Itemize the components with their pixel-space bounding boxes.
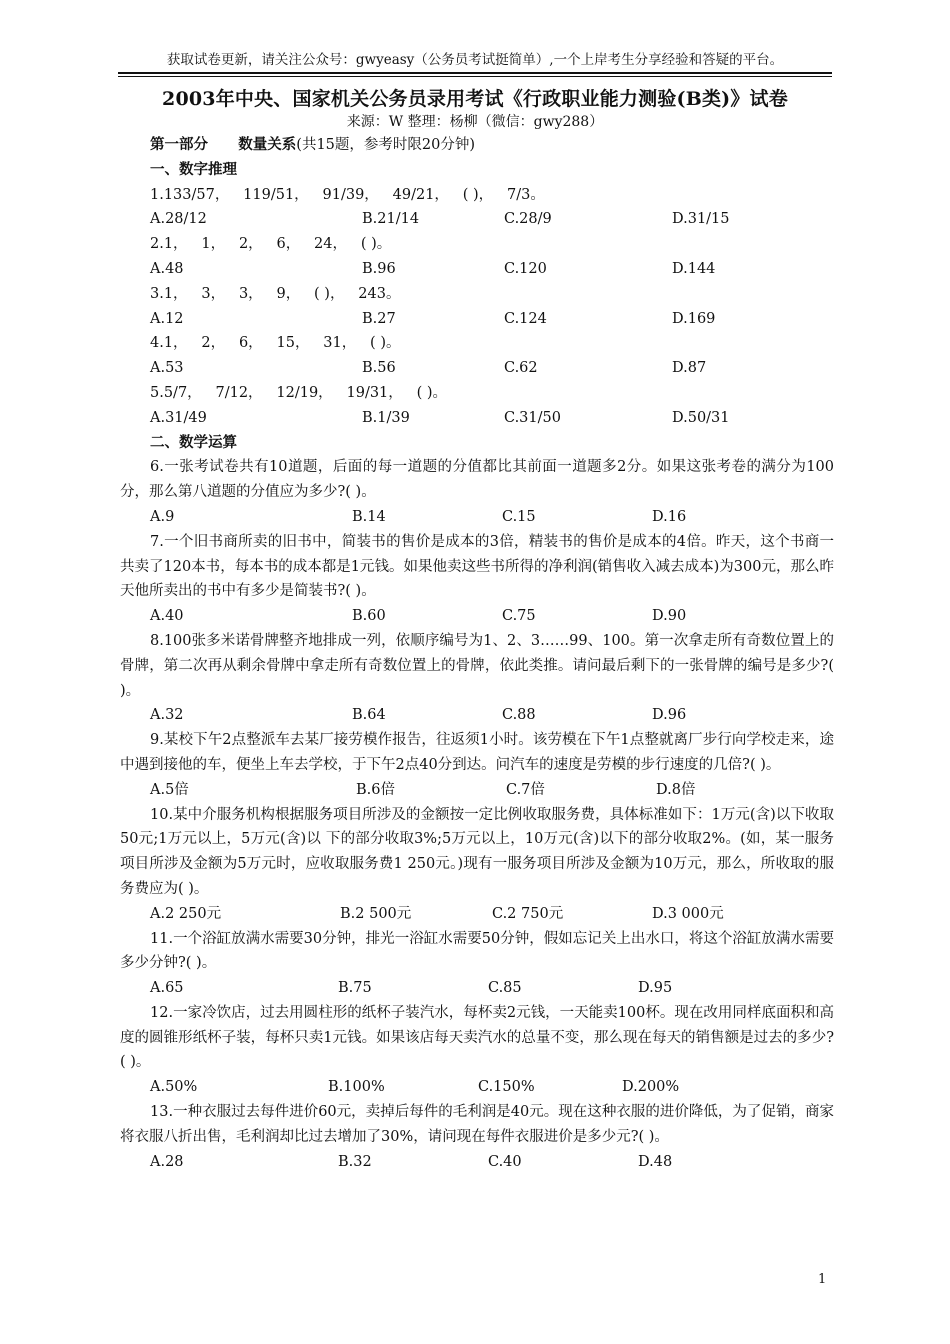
option-d: D.95: [638, 980, 673, 997]
section-heading-number-series: 一、数字推理: [150, 160, 237, 178]
question-2-stem: 2.1， 1， 2， 6， 24， ( )。: [150, 236, 392, 253]
option-a: A.5倍: [150, 781, 189, 798]
option-b: B.75: [338, 980, 372, 997]
option-c: C.2 750元: [492, 905, 564, 922]
option-c: C.124: [504, 310, 547, 327]
question-9-stem: 9.某校下午2点整派车去某厂接劳模作报告，往返须1小时。该劳模在下午1点整就离厂步行向学校走来，途中遇到接他的车，便坐上车去学校，于下午2点40分到达。问汽车的速度是劳模的步行速度的几倍?( )。: [120, 732, 834, 773]
question-5-stem: 5.5/7， 7/12， 12/19， 19/31， ( )。: [150, 384, 448, 401]
option-a: A.50%: [150, 1079, 198, 1096]
question-6-options: [150, 505, 834, 530]
option-b: B.27: [362, 310, 396, 327]
option-d: D.144: [672, 260, 716, 277]
question-7-stem: 7.一个旧书商所卖的旧书中，简装书的售价是成本的3倍，精装书的售价是成本的4倍。昨天，这个书商一共卖了120本书，每本书的成本都是1元钱。如果他卖这些书所得的净利润(销售收入减去成本)为300元，那么昨天他所卖出的书中有多少是简装书?( )。: [120, 533, 834, 600]
option-d: D.50/31: [672, 409, 730, 426]
page-number: 1: [818, 1272, 827, 1287]
question-11-options: [150, 976, 834, 1001]
option-c: C.28/9: [504, 211, 552, 228]
question-7-options: [150, 604, 834, 629]
question-3-stem: 3.1， 3， 3， 9， ( )， 243。: [150, 285, 401, 302]
question-5-options: [150, 406, 834, 431]
option-a: A.65: [150, 980, 184, 997]
option-c: C.31/50: [504, 409, 561, 426]
question-13-stem: 13.一种衣服过去每件进价60元，卖掉后每件的毛利润是40元。现在这种衣服的进价降低，为了促销，商家将衣服八折出售，毛利润却比过去增加了30%，请问现在每件衣服进价是多少元?( )。: [120, 1104, 834, 1145]
option-d: D.48: [638, 1153, 673, 1170]
header-rule-thick: [118, 72, 832, 74]
option-a: A.53: [150, 360, 184, 377]
option-b: B.100%: [328, 1079, 385, 1096]
question-4-stem: 4.1， 2， 6， 15， 31， ( )。: [150, 335, 401, 352]
option-c: C.75: [502, 608, 536, 625]
document-source: 来源：W 整理：杨柳（微信：gwy288）: [346, 114, 604, 130]
option-c: C.150%: [478, 1079, 535, 1096]
question-9-options: [150, 778, 834, 803]
option-a: A.31/49: [150, 409, 207, 426]
option-c: C.7倍: [506, 781, 545, 798]
question-12-stem: 12.一家冷饮店，过去用圆柱形的纸杯子装汽水，每杯卖2元钱，一天能卖100杯。现在改用同样底面积和高度的圆锥形纸杯子装，每杯只卖1元钱。如果该店每天卖汽水的总量不变，那么现在每天的销售额是过去的多少?( )。: [120, 1004, 834, 1071]
question-8-options: [150, 703, 834, 728]
question-11-stem: 11.一个浴缸放满水需要30分钟，排光一浴缸水需要50分钟，假如忘记关上出水口，将这个浴缸放满水需要多少分钟?( )。: [120, 930, 834, 972]
page-header-notice: 获取试卷更新，请关注公众号：gwyeasy（公务员考试挺简单）,一个上岸考生分享经验和答疑的平台。: [166, 52, 784, 68]
option-b: B.32: [338, 1153, 372, 1170]
option-a: A.2 250元: [150, 905, 222, 922]
question-8-stem: 8.100张多米诺骨牌整齐地排成一列，依顺序编号为1、2、3……99、100。第一次拿走所有奇数位置上的骨牌，第二次再从剩余骨牌中拿走所有奇数位置上的骨牌，依此类推。请问最后剩下的一张骨牌的编号是多少?( )。: [120, 632, 834, 699]
question-10-options: [150, 902, 834, 927]
part-heading: [150, 133, 834, 158]
option-c: C.62: [504, 360, 538, 377]
question-1-stem: 1.133/57， 119/51， 91/39， 49/21， ( )， 7/3。: [150, 186, 545, 203]
question-12-options: [150, 1075, 834, 1100]
option-a: A.32: [150, 707, 184, 724]
option-b: B.6倍: [356, 781, 395, 798]
question-1-options: [150, 207, 834, 232]
option-a: A.28: [150, 1153, 184, 1170]
option-d: D.200%: [622, 1079, 680, 1096]
part-title: 第一部分 数量关系: [150, 136, 297, 153]
option-d: D.31/15: [672, 211, 730, 228]
option-a: A.48: [150, 260, 184, 277]
option-b: B.1/39: [362, 409, 410, 426]
option-d: D.3 000元: [652, 905, 724, 922]
option-d: D.16: [652, 508, 687, 525]
option-b: B.21/14: [362, 211, 420, 228]
option-c: C.88: [502, 707, 536, 724]
option-c: C.120: [504, 260, 547, 277]
option-c: C.40: [488, 1153, 522, 1170]
option-b: B.56: [362, 360, 396, 377]
option-b: B.60: [352, 608, 386, 625]
option-a: A.28/12: [150, 211, 207, 228]
option-a: A.12: [150, 310, 184, 327]
option-d: D.90: [652, 608, 687, 625]
option-b: B.2 500元: [340, 905, 412, 922]
question-2-options: [150, 257, 834, 282]
option-d: D.8倍: [656, 781, 696, 798]
document-title: 2003年中央、国家机关公务员录用考试《行政职业能力测验(B类)》试卷: [162, 88, 788, 110]
option-b: B.64: [352, 707, 386, 724]
question-4-options: [150, 356, 834, 381]
option-b: B.96: [362, 260, 396, 277]
option-a: A.40: [150, 608, 184, 625]
question-13-options: [150, 1150, 834, 1175]
option-d: D.87: [672, 360, 707, 377]
option-c: C.15: [502, 508, 536, 525]
section-heading-math-operations: 二、数学运算: [150, 433, 237, 451]
question-6-stem: 6.一张考试卷共有10道题，后面的每一道题的分值都比其前面一道题多2分。如果这张考卷的满分为100分，那么第八道题的分值应为多少?( )。: [120, 459, 834, 501]
option-b: B.14: [352, 508, 386, 525]
option-a: A.9: [150, 508, 175, 525]
option-c: C.85: [488, 980, 522, 997]
option-d: D.96: [652, 707, 687, 724]
header-rule-thin: [118, 76, 832, 77]
exam-content: [120, 133, 834, 1174]
option-d: D.169: [672, 310, 716, 327]
question-10-stem: 10.某中介服务机构根据服务项目所涉及的金额按一定比例收取服务费，具体标准如下：1万元(含)以下收取50元;1万元以上，5万元(含)以 下的部分收取3%;5万元以上，10万元(含)以下的部分收取2%。(如，某一服务项目所涉及金额为5万元时，应收取服务费1 250元。)现有一服务项目所涉及金额为10万元，那么，所收取的服务费应为( )。: [120, 806, 834, 897]
question-3-options: [150, 307, 834, 332]
part-note: (共15题，参考时限20分钟): [296, 137, 476, 153]
